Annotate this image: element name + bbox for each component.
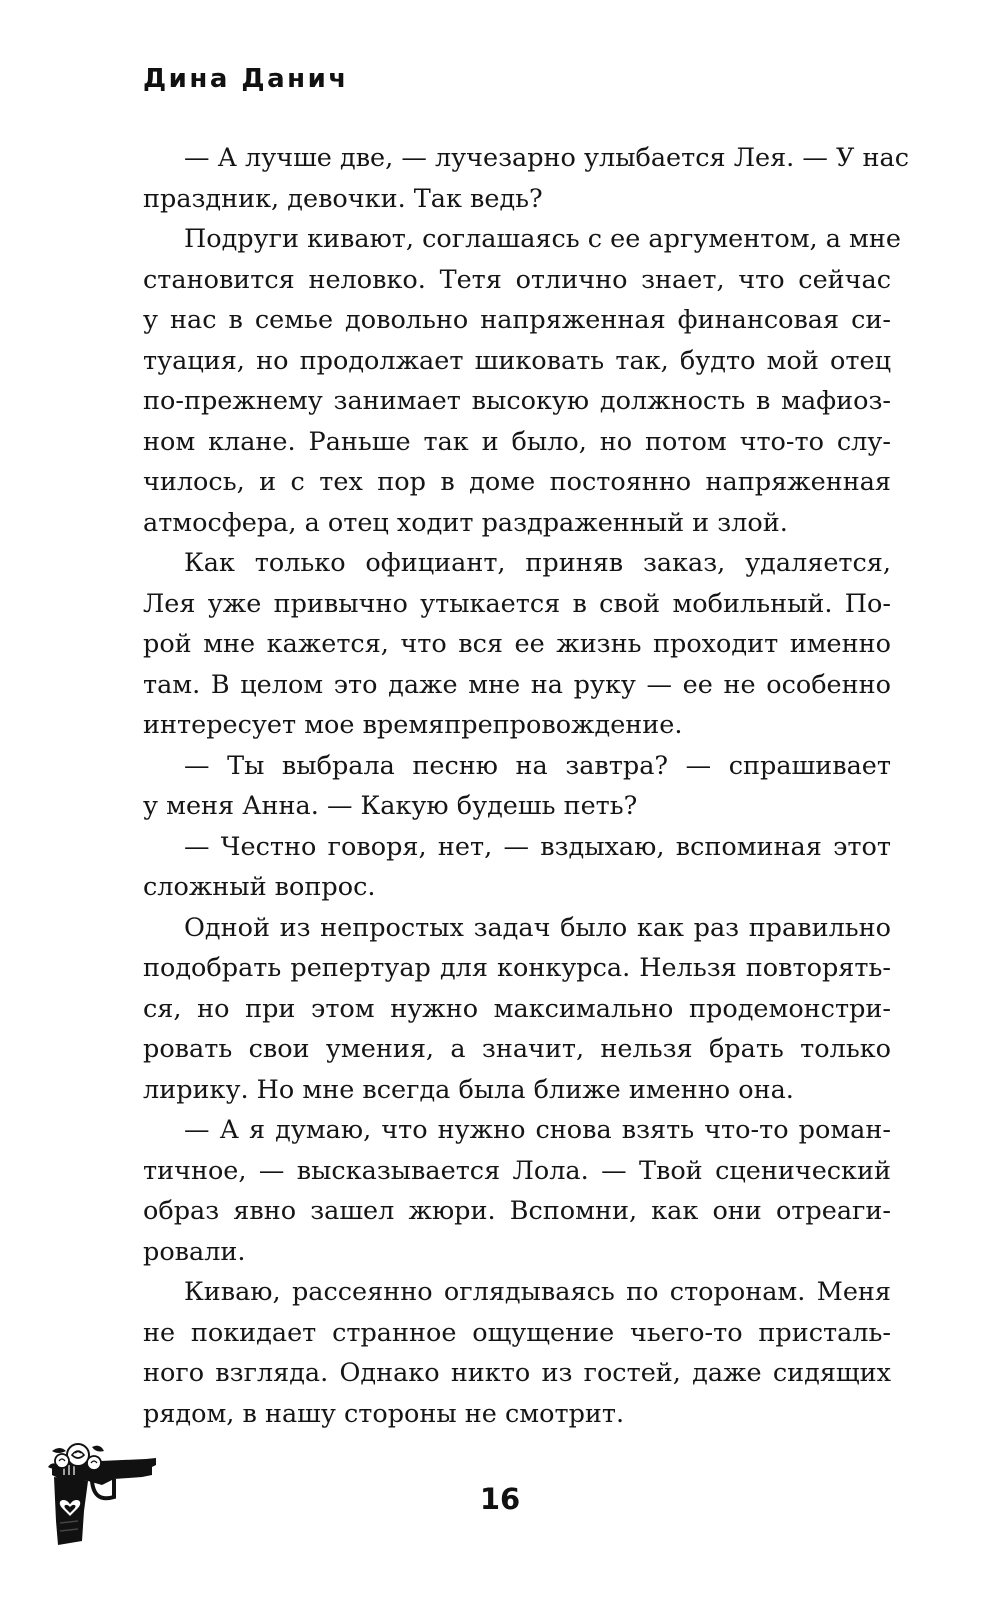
- text-line: сложный вопрос.: [143, 872, 376, 902]
- paragraph: [143, 1110, 891, 1272]
- paragraph: [143, 746, 891, 827]
- text-line: образ явно зашел жюри. Вспомни, как они отреаги-: [143, 1196, 891, 1226]
- text-line: праздник, девочки. Так ведь?: [143, 183, 543, 214]
- text-line: чилось, и с тех пор в доме постоянно напряженная: [143, 467, 891, 497]
- text-line: Киваю, рассеянно оглядываясь по сторонам. Меня: [184, 1277, 891, 1307]
- text-line: интересует мое времяпрепровождение.: [143, 710, 683, 740]
- text-line: ного взгляда. Однако никто из гостей, даже сидящих: [143, 1358, 891, 1388]
- text-line: Одной из непростых задач было как раз правильно: [184, 912, 891, 943]
- page-body-text: [143, 138, 910, 1434]
- text-line: — Ты выбрала песню на завтра? — спрашивает: [184, 750, 891, 781]
- text-line: ном клане. Раньше так и было, но потом что-то слу-: [143, 426, 891, 457]
- paragraph: [143, 908, 891, 1111]
- running-header-author: Дина Данич: [143, 64, 349, 94]
- text-line: Лея уже привычно утыкается в свой мобильный. По-: [143, 588, 891, 619]
- paragraph: [143, 219, 901, 543]
- text-line: тичное, — высказывается Лола. — Твой сценический: [143, 1155, 891, 1186]
- text-line: Подруги кивают, соглашаясь с ее аргументом, а мне: [184, 224, 901, 254]
- paragraph: [143, 543, 891, 746]
- text-line: — А я думаю, что нужно снова взять что-то роман-: [184, 1115, 891, 1145]
- text-line: по-прежнему занимает высокую должность в мафиоз-: [143, 386, 891, 416]
- text-line: там. В целом это даже мне на руку — ее не особенно: [143, 669, 891, 700]
- text-line: рой мне кажется, что вся ее жизнь проходит именно: [143, 629, 891, 659]
- text-line: становится неловко. Тетя отлично знает, что сейчас: [143, 264, 891, 295]
- paragraph: [143, 827, 891, 908]
- text-line: ровали.: [143, 1236, 246, 1267]
- text-line: туация, но продолжает шиковать так, будто мой отец: [143, 345, 891, 376]
- paragraph: [143, 138, 910, 219]
- text-line: у меня Анна. — Какую будешь петь?: [143, 791, 638, 821]
- text-line: атмосфера, а отец ходит раздраженный и злой.: [143, 507, 788, 538]
- text-line: ровать свои умения, а значит, нельзя брать только: [143, 1034, 891, 1064]
- paragraph: [143, 1272, 891, 1434]
- text-line: не покидает странное ощущение чьего-то присталь-: [143, 1317, 891, 1348]
- text-line: — Честно говоря, нет, — вздыхаю, вспоминая этот: [184, 831, 891, 862]
- text-line: ся, но при этом нужно максимально продемонстри-: [143, 993, 891, 1024]
- text-line: Как только официант, приняв заказ, удаляется,: [184, 548, 891, 578]
- text-line: рядом, в нашу стороны не смотрит.: [143, 1398, 625, 1429]
- text-line: подобрать репертуар для конкурса. Нельзя повторять-: [143, 953, 891, 983]
- text-line: — А лучше две, — лучезарно улыбается Лея. — У нас: [184, 143, 910, 173]
- text-line: у нас в семье довольно напряженная финансовая си-: [143, 305, 891, 335]
- text-line: лирику. Но мне всегда была ближе именно она.: [143, 1074, 794, 1105]
- page-number: 16: [479, 1482, 521, 1516]
